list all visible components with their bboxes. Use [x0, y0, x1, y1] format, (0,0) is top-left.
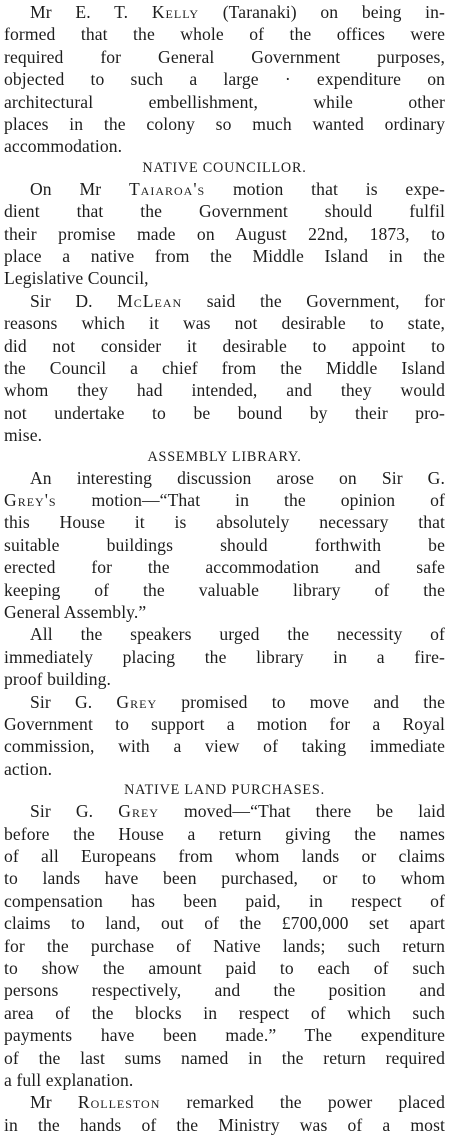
- speaker-name-rolleston: Rolleston: [77, 1092, 161, 1113]
- kelly-line-5: architectural embellishment, while other: [4, 91, 445, 112]
- grey-moved-line-4: to lands have been purchased, or to whom: [4, 868, 445, 889]
- speaker-name-kelly: Kelly: [151, 2, 200, 22]
- grey-moved-line-1: [4, 800, 445, 822]
- text-run: Mr: [30, 1092, 78, 1113]
- mclean-line-7: mise.: [4, 425, 43, 446]
- speaker-name-grey: Grey: [116, 691, 158, 712]
- taiaroa-line-4: place a native from the Middle Island in the: [4, 246, 445, 266]
- text-run: promised to move and the: [157, 691, 445, 712]
- library-line-6: keeping of the valuable library of the: [4, 579, 445, 600]
- library-line-5: erected for the accommodation and safe: [4, 557, 445, 578]
- kelly-line-1: [4, 1, 445, 23]
- library-line-4: suitable buildings should forthwith be: [4, 534, 445, 555]
- library-line-2: [4, 489, 445, 511]
- grey-moved-line-11: payments have been made.” The expenditure: [4, 1025, 445, 1046]
- taiaroa-line-1: [4, 178, 445, 200]
- text-run: Sir D.: [30, 290, 118, 311]
- speaker-name-grey: Grey: [118, 801, 159, 822]
- grey-promise-line-3: commission, with a view of taking immediate: [4, 736, 445, 757]
- text-run: moved—“That there be laid: [158, 801, 446, 822]
- grey-moved-line-8: to show the amount paid to each of such: [4, 958, 445, 978]
- mclean-line-2: reasons which it was not desirable to state,: [4, 313, 445, 334]
- kelly-line-4: objected to such a large · expenditure on: [4, 69, 445, 90]
- grey-moved-line-6: claims to land, out of the £700,000 set apart: [4, 913, 445, 934]
- mclean-line-4: the Council a chief from the Middle Island: [4, 358, 445, 378]
- heading-assembly-library: ASSEMBLY LIBRARY.: [147, 448, 302, 465]
- speakers-line-1: All the speakers urged the necessity of: [30, 624, 445, 645]
- text-run: said the Government, for: [182, 290, 445, 311]
- taiaroa-line-2: dient that the Government should fulfil: [4, 201, 445, 222]
- grey-moved-line-7: for the purchase of Native lands; such return: [4, 935, 445, 956]
- kelly-line-3: required for General Government purposes,: [4, 46, 445, 67]
- grey-moved-line-12: of the last sums named in the return required: [4, 1047, 445, 1068]
- kelly-line-7: accommodation.: [4, 136, 123, 157]
- text-run: On Mr: [30, 178, 129, 199]
- kelly-line-6: places in the colony so much wanted ordinary: [4, 114, 445, 134]
- mclean-line-5: whom they had intended, and they would: [4, 380, 445, 401]
- mclean-line-3: did not consider it desirable to appoint to: [4, 335, 445, 356]
- grey-promise-line-4: action.: [4, 758, 53, 779]
- speakers-line-3: proof building.: [4, 669, 112, 690]
- grey-moved-line-9: persons respectively, and the position and: [4, 980, 445, 1001]
- mclean-line-6: not undertake to be bound by their pro-: [4, 402, 445, 423]
- library-line-1: An interesting discussion arose on Sir G.: [30, 467, 445, 488]
- heading-native-land-purchases: NATIVE LAND PURCHASES.: [124, 782, 325, 799]
- rolleston-line-1: [4, 1091, 445, 1113]
- text-run: motion—“That in the opinion of: [56, 490, 445, 510]
- text-run: Sir G.: [30, 691, 117, 712]
- heading-native-councillor: NATIVE COUNCILLOR.: [142, 159, 307, 176]
- speaker-name-grey: Grey's: [4, 490, 57, 510]
- kelly-line-2: formed that the whole of the offices were: [4, 24, 445, 45]
- grey-moved-line-13: a full explanation.: [4, 1070, 134, 1090]
- grey-moved-line-5: compensation has been paid, in respect of: [4, 890, 445, 911]
- text-run: Sir G.: [30, 801, 119, 822]
- speakers-line-2: immediately placing the library in a fire-: [4, 646, 445, 667]
- grey-moved-line-2: before the House a return giving the names: [4, 823, 445, 844]
- speaker-name-taiaroa: Taiaroa's: [128, 178, 206, 199]
- text-run: motion that is expe-: [205, 178, 445, 199]
- grey-moved-line-3: of all Europeans from whom lands or claims: [4, 846, 445, 866]
- mclean-line-1: [4, 290, 445, 312]
- taiaroa-line-5: Legislative Council,: [4, 268, 149, 289]
- grey-moved-line-10: area of the blocks in respect of which such: [4, 1002, 445, 1023]
- speaker-name-mclean: McLean: [117, 290, 183, 311]
- rolleston-line-2: in the hands of the Ministry was of a most: [4, 1114, 445, 1135]
- taiaroa-line-3: their promise made on August 22nd, 1873, to: [4, 223, 445, 244]
- text-run: Mr E. T.: [30, 2, 152, 22]
- library-line-7: General Assembly.”: [4, 602, 147, 622]
- grey-promise-line-2: Government to support a motion for a Royal: [4, 714, 445, 734]
- library-line-3: this House it is absolutely necessary that: [4, 512, 445, 533]
- grey-promise-line-1: [4, 691, 445, 713]
- text-run: (Taranaki) on being in-: [199, 2, 445, 22]
- text-run: remarked the power placed: [160, 1092, 445, 1113]
